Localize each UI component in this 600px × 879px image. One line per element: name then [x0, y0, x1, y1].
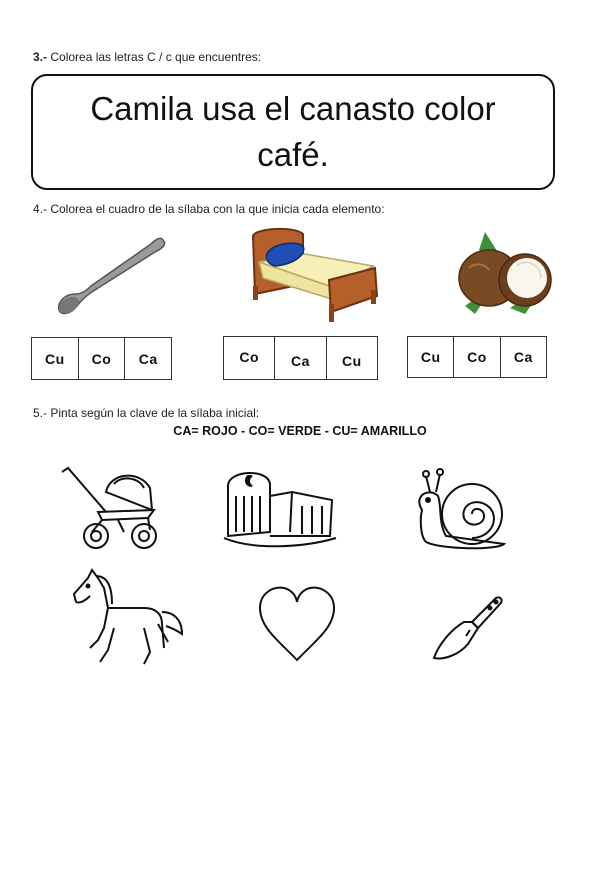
- syllable-row-coconut: [407, 336, 547, 378]
- syllable-box[interactable]: Cu: [32, 338, 79, 379]
- syllable-row-spoon: [31, 337, 172, 380]
- syllable-box[interactable]: Cu: [408, 337, 454, 377]
- coconut-icon: [455, 224, 555, 316]
- heart-icon[interactable]: [258, 586, 336, 662]
- syllable-box[interactable]: Ca: [275, 337, 326, 379]
- syllable-box[interactable]: Ca: [513, 349, 533, 365]
- spoon-icon: [55, 232, 170, 317]
- knife-icon[interactable]: [432, 594, 504, 662]
- syllable-box[interactable]: Cu: [341, 353, 362, 369]
- stroller-icon[interactable]: [58, 466, 158, 551]
- sentence-line-2: café.: [257, 136, 329, 173]
- syllable-box[interactable]: Co: [79, 338, 126, 379]
- syllable-box[interactable]: Co: [224, 337, 275, 379]
- section3-instruction: 3.- Colorea las letras C / c que encuentres:: [33, 50, 262, 64]
- section5-instruction: 5.- Pinta según la clave de la sílaba inicial:: [33, 406, 260, 420]
- sentence-box[interactable]: [31, 74, 555, 190]
- syllable-row-bed: [223, 336, 378, 380]
- crib-icon[interactable]: [222, 466, 338, 550]
- syllable-box[interactable]: Co: [454, 337, 500, 377]
- snail-icon[interactable]: [412, 466, 508, 552]
- syllable-box[interactable]: Ca: [138, 350, 158, 367]
- color-key: CA= ROJO - CO= VERDE - CU= AMARILLO: [173, 424, 427, 438]
- section4-instruction: 4.- Colorea el cuadro de la sílaba con la que inicia cada elemento:: [33, 202, 385, 216]
- sentence-line-1: Camila usa el canasto color: [90, 90, 496, 127]
- horse-icon[interactable]: [68, 568, 188, 666]
- bed-icon: [245, 224, 385, 324]
